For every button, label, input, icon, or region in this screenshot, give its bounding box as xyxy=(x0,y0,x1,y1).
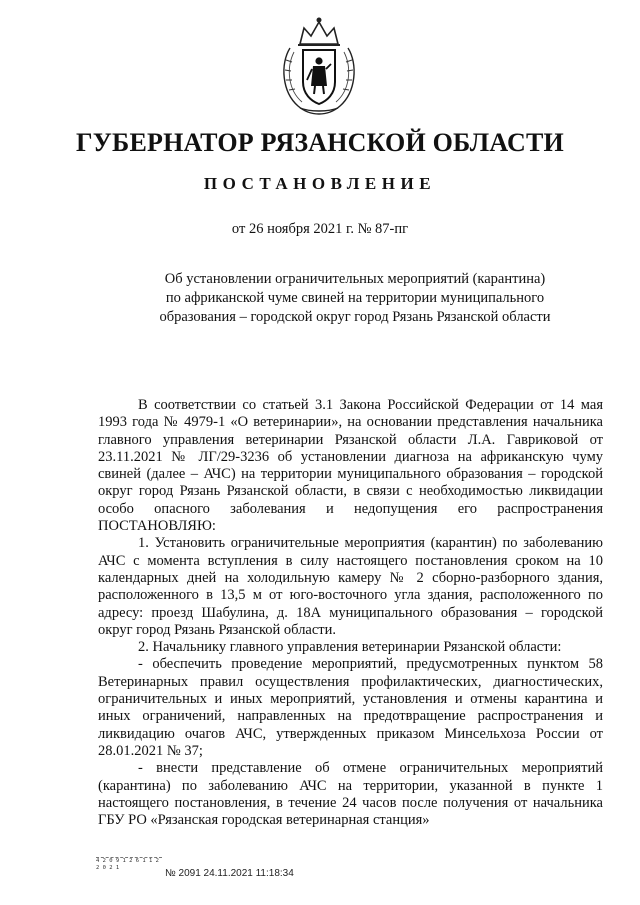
body-paragraph: - внести представление об отмене ограничительных мероприятий (карантина) по заболеванию АЧС на территории, указанной в пункте 1 настоящего постановления, в течение 24 часов после получения от начальника ГБУ РО «Рязанская городская ветеринарная станция» xyxy=(98,760,603,829)
document-body xyxy=(98,397,603,829)
document-subject xyxy=(130,270,580,327)
ryazan-coat-of-arms-icon xyxy=(276,14,362,116)
subject-line: образования – городской округ город Рязань Рязанской области xyxy=(159,309,551,325)
barcode-stamp xyxy=(96,857,162,878)
registration-footer: № 2091 24.11.2021 11:18:34 xyxy=(165,868,294,879)
body-paragraph: 2. Начальнику главного управления ветеринарии Рязанской области: xyxy=(138,639,562,656)
governor-title: ГУБЕРНАТОР РЯЗАНСКОЙ ОБЛАСТИ xyxy=(76,128,564,157)
stamp-line: 2 0 2 1 xyxy=(96,865,120,871)
body-paragraph: 1. Установить ограничительные мероприятия (карантин) по заболеванию АЧС с момента вступления в силу настоящего постановления сроком на 10 календарных дней на холодильную камеру № 2 сборно-разборного здания, расположенного в 13,5 м от юго-восточного угла здания, расположенного по адресу: проезд Шабулина, д. 18А муниципального образования – городской округ город Рязань Рязанской области. xyxy=(98,535,603,638)
subject-line: Об установлении ограничительных мероприятий (карантина) xyxy=(164,271,546,287)
stamp-line: 4 2 0 9 1 2 6 1 1 2 xyxy=(96,858,159,864)
body-paragraph: В соответствии со статьей 3.1 Закона Российской Федерации от 14 мая 1993 года № 4979-1 «О ветеринарии», на основании представления начальника главного управления ветеринарии Рязанской области Л.А. Гавриковой от 23.11.2021 № ЛГ/29-3236 об установлении диагноза на африканскую чуму свиней (далее – АЧС) на территории муниципального образования – городской округ город Рязань Рязанской области, в связи с необходимостью ликвидации особо опасного заболевания и недопущения его распространения ПОСТАНОВЛЯЮ: xyxy=(98,397,603,535)
body-paragraph: - обеспечить проведение мероприятий, предусмотренных пунктом 58 Ветеринарных правил осуществления профилактических, диагностических, ограничительных и иных мероприятий, установления и отмены карантина и иных ограничений, направленных на предотвращение распространения и ликвидацию очагов АЧС, утвержденных приказом Минсельхоза России от 28.01.2021 № 37; xyxy=(98,656,603,759)
document-type: ПОСТАНОВЛЕНИЕ xyxy=(203,174,437,193)
subject-line: по африканской чуме свиней на территории муниципального xyxy=(165,290,545,306)
document-date-number: от 26 ноября 2021 г. № 87-пг xyxy=(231,221,409,237)
